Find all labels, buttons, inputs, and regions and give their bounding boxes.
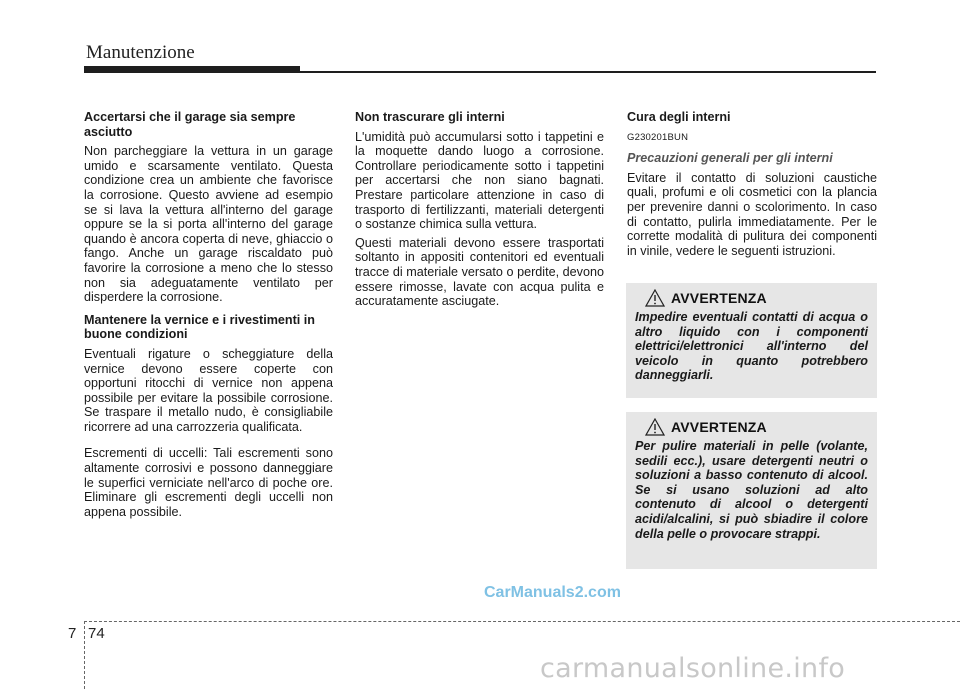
column-1 (84, 110, 333, 527)
column-3 (627, 110, 877, 266)
warning-triangle-icon (645, 289, 665, 307)
carmanuals-watermark: CarManuals2.com (484, 584, 621, 601)
warning-triangle-icon (645, 418, 665, 436)
page-section-title: Manutenzione (86, 42, 195, 63)
page-number: 74 (88, 625, 105, 642)
paragraph-vernice: Eventuali rigature o scheggiature della vernice devono essere coperte con opportuni ritocchi di vernice non appena possibile per evitare la possibile corrosione. Se traspare il metallo nudo, è consigliabile ricorrere ad una carrozzeria qualificata. (84, 346, 333, 434)
header-rule (300, 71, 876, 73)
heading-vernice: Mantenere la vernice e i rivestimenti in buone condizioni (84, 312, 315, 342)
footer-separator (84, 621, 85, 689)
paragraph-materiali: Questi materiali devono essere trasportati soltanto in appositi contenitori ed eventuali tracce di materiale versato o perdite, devono essere rimosse, lavate con acqua pulita e accuratamente asciugate. (355, 235, 604, 309)
warning-text: Impedire eventuali contatti di acqua o altro liquido con i componenti elettrici/elettronici all'interno del veicolo in quanto potrebbero danneggiarli. (635, 310, 868, 383)
heading-cura-interni: Cura degli interni (627, 110, 731, 124)
heading-interni: Non trascurare gli interni (355, 110, 505, 124)
warning-box-water (626, 283, 877, 398)
chapter-number: 7 (68, 625, 77, 642)
paragraph-escrementi: Escrementi di uccelli: Tali escrementi sono altamente corrosivi e possono danneggiare le superfici verniciate nell'arco di poche ore. Eliminare gli escrementi degli uccelli non appena possibile. (84, 446, 333, 519)
warning-title: AVVERTENZA (671, 290, 767, 306)
warning-title: AVVERTENZA (671, 419, 767, 435)
paragraph-umidita: L'umidità può accumularsi sotto i tappetini e la moquette dando luogo a corrosione. Controllare periodicamente sotto i tappetini per accertarsi che non siano bagnati. Prestare particolare attenzione in caso di trasporto di fertilizzanti, materiali detergenti o sostanze chimica sulla vettura. (355, 129, 604, 232)
subheading-precauzioni: Precauzioni generali per gli interni (627, 151, 833, 166)
header-bar (84, 66, 300, 73)
paragraph-garage: Non parcheggiare la vettura in un garage umido e scarsamente ventilato. Questa condizione crea un ambiente che favorisce la corrosione. Questo avviene ad esempio se si lava la vettura all'interno del garage oppure se la si porta all'interno del garage quando è ancora coperta di neve, ghiaccio o fango. Anche un garage riscaldato può favorire la corrosione a meno che lo stesso non sia adeguatamente ventilato per disperdere la corrosione. (84, 144, 333, 305)
site-watermark: carmanualsonline.info (540, 653, 846, 684)
heading-garage: Accertarsi che il garage sia sempre asciutto (84, 110, 296, 139)
warning-text: Per pulire materiali in pelle (volante, sedili ecc.), usare detergenti neutri o soluzioni a basso contenuto di alcool. Se si usano soluzioni ad alto contenuto di alcool o detergenti acidi/alcalini, si può sbiadire il colore della pelle o provocare strappi. (635, 439, 868, 541)
section-code: G230201BUN (627, 131, 689, 143)
paragraph-precauzioni: Evitare il contatto di soluzioni caustiche quali, profumi e oli cosmetici con la plancia per prevenire danni o scolorimento. In caso di contatto, pulirla immediatamente. Per le corrette modalità di pulitura dei componenti in vinile, vedere le seguenti istruzioni. (627, 170, 877, 258)
footer-rule (84, 621, 960, 622)
warning-box-leather (626, 412, 877, 569)
column-2 (355, 110, 604, 317)
